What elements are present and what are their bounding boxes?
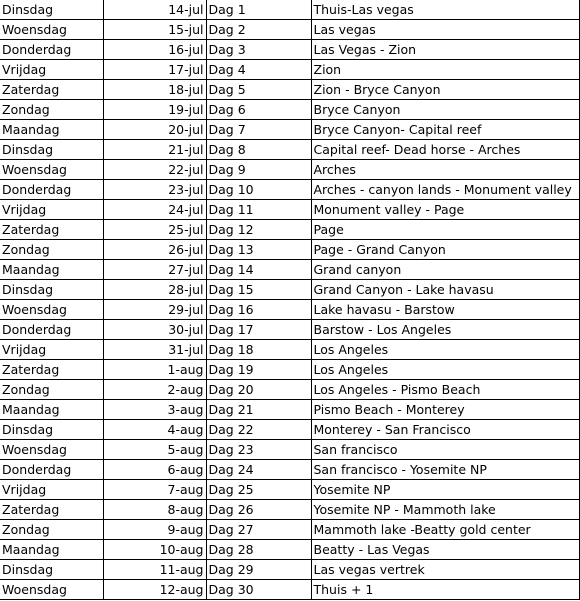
date-cell[interactable]: 23-jul [103, 180, 206, 200]
weekday-cell[interactable]: Zondag [0, 520, 103, 540]
weekday-cell[interactable]: Vrijdag [0, 480, 103, 500]
date-cell[interactable]: 7-aug [103, 480, 206, 500]
day-number-cell[interactable]: Dag 3 [206, 40, 311, 60]
date-cell[interactable]: 25-jul [103, 220, 206, 240]
table-row[interactable] [0, 460, 579, 480]
day-number-cell[interactable]: Dag 17 [206, 320, 311, 340]
date-cell[interactable]: 2-aug [103, 380, 206, 400]
date-cell[interactable]: 21-jul [103, 140, 206, 160]
weekday-cell[interactable]: Donderdag [0, 320, 103, 340]
day-number-cell[interactable]: Dag 15 [206, 280, 311, 300]
table-row[interactable] [0, 280, 579, 300]
day-number-cell[interactable]: Dag 14 [206, 260, 311, 280]
date-cell[interactable]: 30-jul [103, 320, 206, 340]
day-number-cell[interactable]: Dag 12 [206, 220, 311, 240]
table-row[interactable] [0, 260, 579, 280]
weekday-cell[interactable]: Woensdag [0, 580, 103, 600]
date-cell[interactable]: 22-jul [103, 160, 206, 180]
table-row[interactable] [0, 320, 579, 340]
date-cell[interactable]: 15-jul [103, 20, 206, 40]
day-number-cell[interactable]: Dag 1 [206, 0, 311, 20]
route-cell[interactable]: San francisco - Yosemite NP [311, 460, 579, 480]
route-cell[interactable]: Monument valley - Page [311, 200, 579, 220]
table-row[interactable] [0, 80, 579, 100]
weekday-cell[interactable]: Maandag [0, 540, 103, 560]
weekday-cell[interactable]: Dinsdag [0, 280, 103, 300]
day-number-cell[interactable]: Dag 7 [206, 120, 311, 140]
weekday-cell[interactable]: Maandag [0, 260, 103, 280]
day-number-cell[interactable]: Dag 8 [206, 140, 311, 160]
route-cell[interactable]: Grand canyon [311, 260, 579, 280]
route-cell[interactable]: Page - Grand Canyon [311, 240, 579, 260]
weekday-cell[interactable]: Dinsdag [0, 560, 103, 580]
day-number-cell[interactable]: Dag 19 [206, 360, 311, 380]
date-cell[interactable]: 18-jul [103, 80, 206, 100]
weekday-cell[interactable]: Zaterdag [0, 220, 103, 240]
table-row[interactable] [0, 420, 579, 440]
table-row[interactable] [0, 60, 579, 80]
date-cell[interactable]: 20-jul [103, 120, 206, 140]
day-number-cell[interactable]: Dag 28 [206, 540, 311, 560]
route-cell[interactable]: Page [311, 220, 579, 240]
route-cell[interactable]: Capital reef- Dead horse - Arches [311, 140, 579, 160]
date-cell[interactable]: 11-aug [103, 560, 206, 580]
date-cell[interactable]: 9-aug [103, 520, 206, 540]
date-cell[interactable]: 5-aug [103, 440, 206, 460]
table-row[interactable] [0, 160, 579, 180]
weekday-cell[interactable]: Donderdag [0, 460, 103, 480]
table-row[interactable] [0, 180, 579, 200]
weekday-cell[interactable]: Maandag [0, 120, 103, 140]
table-row[interactable] [0, 520, 579, 540]
day-number-cell[interactable]: Dag 29 [206, 560, 311, 580]
route-cell[interactable]: Barstow - Los Angeles [311, 320, 579, 340]
day-number-cell[interactable]: Dag 9 [206, 160, 311, 180]
route-cell[interactable]: Monterey - San Francisco [311, 420, 579, 440]
route-cell[interactable]: Las Vegas - Zion [311, 40, 579, 60]
date-cell[interactable]: 1-aug [103, 360, 206, 380]
route-cell[interactable]: Los Angeles [311, 340, 579, 360]
table-row[interactable] [0, 500, 579, 520]
weekday-cell[interactable]: Dinsdag [0, 420, 103, 440]
table-row[interactable] [0, 380, 579, 400]
route-cell[interactable]: Yosemite NP [311, 480, 579, 500]
table-row[interactable] [0, 560, 579, 580]
route-cell[interactable]: Lake havasu - Barstow [311, 300, 579, 320]
route-cell[interactable]: Zion [311, 60, 579, 80]
date-cell[interactable]: 24-jul [103, 200, 206, 220]
route-cell[interactable]: Mammoth lake -Beatty gold center [311, 520, 579, 540]
weekday-cell[interactable]: Zondag [0, 100, 103, 120]
day-number-cell[interactable]: Dag 16 [206, 300, 311, 320]
date-cell[interactable]: 4-aug [103, 420, 206, 440]
date-cell[interactable]: 16-jul [103, 40, 206, 60]
day-number-cell[interactable]: Dag 27 [206, 520, 311, 540]
weekday-cell[interactable]: Zaterdag [0, 500, 103, 520]
table-row[interactable] [0, 120, 579, 140]
day-number-cell[interactable]: Dag 30 [206, 580, 311, 600]
date-cell[interactable]: 10-aug [103, 540, 206, 560]
table-row[interactable] [0, 200, 579, 220]
route-cell[interactable]: Yosemite NP - Mammoth lake [311, 500, 579, 520]
route-cell[interactable]: Las vegas [311, 20, 579, 40]
table-row[interactable] [0, 580, 579, 600]
route-cell[interactable]: Grand Canyon - Lake havasu [311, 280, 579, 300]
day-number-cell[interactable]: Dag 13 [206, 240, 311, 260]
table-row[interactable] [0, 20, 579, 40]
weekday-cell[interactable]: Donderdag [0, 180, 103, 200]
date-cell[interactable]: 17-jul [103, 60, 206, 80]
weekday-cell[interactable]: Dinsdag [0, 0, 103, 20]
table-row[interactable] [0, 440, 579, 460]
day-number-cell[interactable]: Dag 24 [206, 460, 311, 480]
weekday-cell[interactable]: Zondag [0, 380, 103, 400]
route-cell[interactable]: Los Angeles - Pismo Beach [311, 380, 579, 400]
day-number-cell[interactable]: Dag 2 [206, 20, 311, 40]
date-cell[interactable]: 14-jul [103, 0, 206, 20]
date-cell[interactable]: 29-jul [103, 300, 206, 320]
route-cell[interactable]: Thuis + 1 [311, 580, 579, 600]
table-row[interactable] [0, 220, 579, 240]
date-cell[interactable]: 3-aug [103, 400, 206, 420]
route-cell[interactable]: Bryce Canyon [311, 100, 579, 120]
day-number-cell[interactable]: Dag 10 [206, 180, 311, 200]
date-cell[interactable]: 27-jul [103, 260, 206, 280]
route-cell[interactable]: Los Angeles [311, 360, 579, 380]
date-cell[interactable]: 26-jul [103, 240, 206, 260]
table-row[interactable] [0, 340, 579, 360]
day-number-cell[interactable]: Dag 25 [206, 480, 311, 500]
table-row[interactable] [0, 540, 579, 560]
date-cell[interactable]: 28-jul [103, 280, 206, 300]
route-cell[interactable]: Zion - Bryce Canyon [311, 80, 579, 100]
day-number-cell[interactable]: Dag 21 [206, 400, 311, 420]
weekday-cell[interactable]: Vrijdag [0, 60, 103, 80]
weekday-cell[interactable]: Zaterdag [0, 80, 103, 100]
day-number-cell[interactable]: Dag 11 [206, 200, 311, 220]
weekday-cell[interactable]: Donderdag [0, 40, 103, 60]
table-row[interactable] [0, 400, 579, 420]
route-cell[interactable]: Thuis-Las vegas [311, 0, 579, 20]
date-cell[interactable]: 8-aug [103, 500, 206, 520]
day-number-cell[interactable]: Dag 23 [206, 440, 311, 460]
day-number-cell[interactable]: Dag 4 [206, 60, 311, 80]
table-row[interactable] [0, 300, 579, 320]
table-row[interactable] [0, 360, 579, 380]
date-cell[interactable]: 31-jul [103, 340, 206, 360]
table-row[interactable] [0, 140, 579, 160]
date-cell[interactable]: 12-aug [103, 580, 206, 600]
route-cell[interactable]: Arches [311, 160, 579, 180]
table-row[interactable] [0, 480, 579, 500]
weekday-cell[interactable]: Woensdag [0, 300, 103, 320]
weekday-cell[interactable]: Vrijdag [0, 340, 103, 360]
route-cell[interactable]: Las vegas vertrek [311, 560, 579, 580]
day-number-cell[interactable]: Dag 20 [206, 380, 311, 400]
table-row[interactable] [0, 0, 579, 20]
table-row[interactable] [0, 100, 579, 120]
route-cell[interactable]: Pismo Beach - Monterey [311, 400, 579, 420]
table-row[interactable] [0, 240, 579, 260]
day-number-cell[interactable]: Dag 6 [206, 100, 311, 120]
day-number-cell[interactable]: Dag 22 [206, 420, 311, 440]
date-cell[interactable]: 19-jul [103, 100, 206, 120]
weekday-cell[interactable]: Zondag [0, 240, 103, 260]
table-row[interactable] [0, 40, 579, 60]
weekday-cell[interactable]: Woensdag [0, 160, 103, 180]
route-cell[interactable]: San francisco [311, 440, 579, 460]
weekday-cell[interactable]: Woensdag [0, 440, 103, 460]
weekday-cell[interactable]: Dinsdag [0, 140, 103, 160]
route-cell[interactable]: Arches - canyon lands - Monument valley [311, 180, 579, 200]
weekday-cell[interactable]: Maandag [0, 400, 103, 420]
date-cell[interactable]: 6-aug [103, 460, 206, 480]
weekday-cell[interactable]: Vrijdag [0, 200, 103, 220]
route-cell[interactable]: Bryce Canyon- Capital reef [311, 120, 579, 140]
route-cell[interactable]: Beatty - Las Vegas [311, 540, 579, 560]
weekday-cell[interactable]: Woensdag [0, 20, 103, 40]
day-number-cell[interactable]: Dag 5 [206, 80, 311, 100]
day-number-cell[interactable]: Dag 26 [206, 500, 311, 520]
day-number-cell[interactable]: Dag 18 [206, 340, 311, 360]
weekday-cell[interactable]: Zaterdag [0, 360, 103, 380]
